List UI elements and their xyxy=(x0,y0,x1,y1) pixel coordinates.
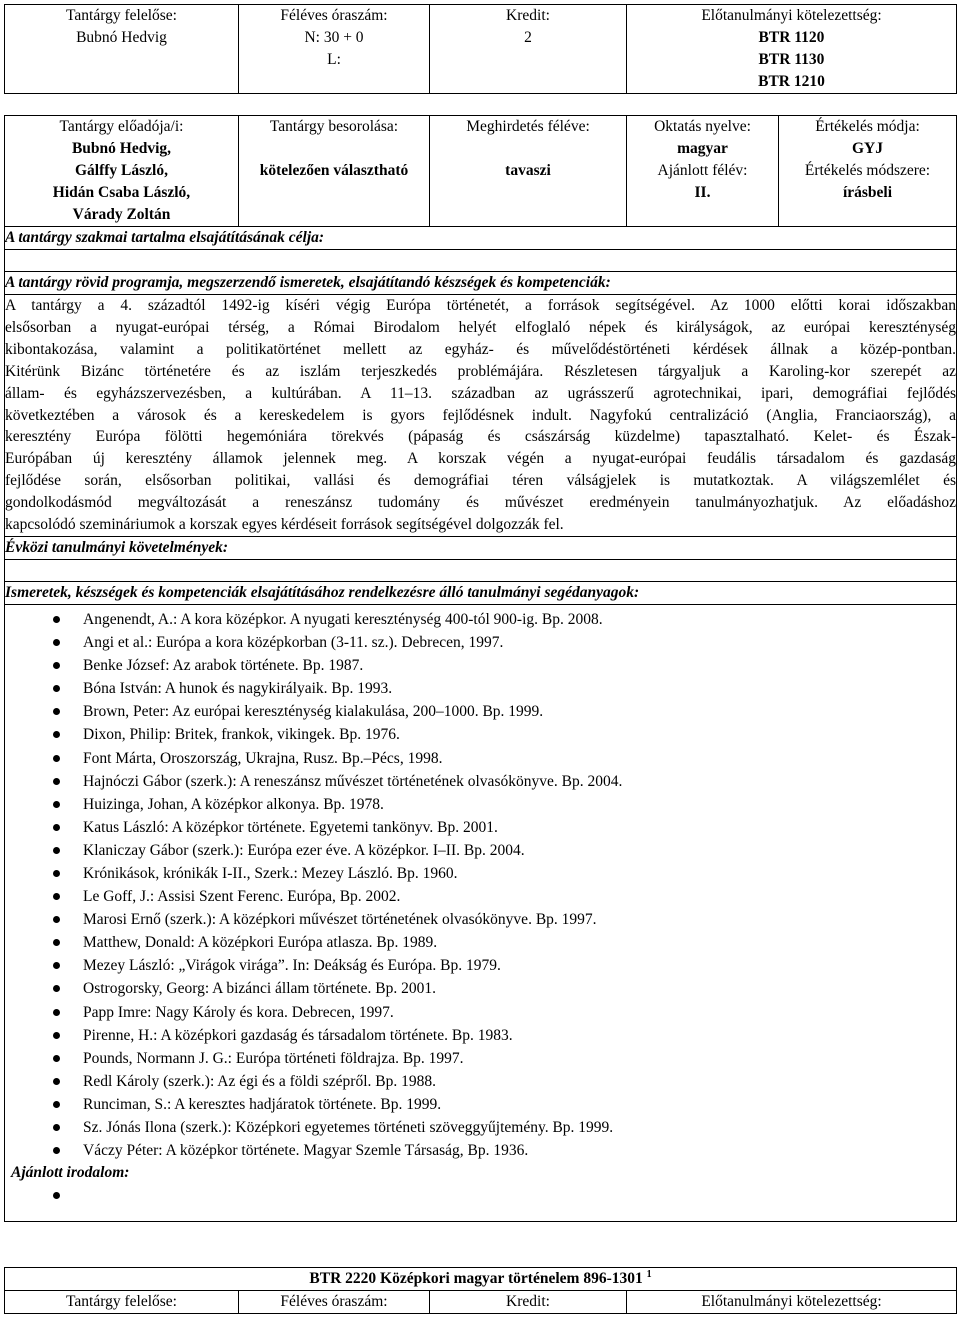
cel-content-empty xyxy=(5,250,957,272)
course-header-table xyxy=(4,4,957,94)
elotan-value: BTR 1210 xyxy=(758,73,825,90)
segedanyag-label: Ismeretek, készségek és kompetenciák elsajátításához rendelkezésre álló tanulmányi segédanyagok: xyxy=(5,581,957,604)
elotan-value: BTR 1120 xyxy=(758,29,825,46)
program-line: kapcsolódó szemináriumok a korszak egyes kérdéseit források segítségével dolgozzák fel. xyxy=(5,516,564,534)
elotan-cell xyxy=(627,5,957,94)
literature-item: Dixon, Philip: Britek, frankok, vikingek. Bp. 1976. xyxy=(83,723,956,746)
kredit-cell xyxy=(430,5,627,94)
oraszam-cell xyxy=(239,5,430,94)
ajanlott-irodalom-list xyxy=(5,1184,956,1221)
literature-item: Ostrogorsky, Georg: A bizánci állam története. Bp. 2001. xyxy=(83,977,956,1000)
literature-item-empty xyxy=(83,1184,956,1207)
literature-item: Huizinga, Johan, A középkor alkonya. Bp. 1978. xyxy=(83,793,956,816)
literature-item: Katus László: A középkor története. Egyetemi tankönyv. Bp. 2001. xyxy=(83,816,956,839)
eloado-cell xyxy=(5,116,239,227)
literature-item: Benke József: Az arabok története. Bp. 1987. xyxy=(83,654,956,677)
evkozi-label: Évközi tanulmányi követelmények: xyxy=(5,536,957,559)
eloado-label: Tantárgy előadója/i: xyxy=(59,118,184,135)
program-line: Kitérünk Bizánc történetére és az iszlám terjeszkedés problémájára. Részletesen tárgyaljuk a Karoling-kor szerepét az xyxy=(5,362,956,380)
ertekeles-cell xyxy=(779,116,957,227)
felelos-label: Tantárgy felelőse: xyxy=(66,7,177,24)
literature-item: Runciman, S.: A keresztes hadjáratok története. Bp. 1999. xyxy=(83,1093,956,1116)
nyelv-value: magyar xyxy=(677,140,728,157)
literature-cell xyxy=(5,604,957,1221)
eloado-name: Bubnó Hedvig, xyxy=(71,140,172,157)
next-felelos-label: Tantárgy felelőse: xyxy=(5,1291,239,1314)
nyelv-cell xyxy=(627,116,779,227)
program-line: állam- és egyházszervezésben, a kultúrában. A 11–13. században az ugrásszerű agrotechnikai, ipari, demográfiai fejlődés xyxy=(5,384,956,402)
besorolas-cell xyxy=(239,116,430,227)
literature-item: Font Márta, Oroszország, Ukrajna, Rusz. Bp.–Pécs, 1998. xyxy=(83,747,956,770)
literature-item: Klaniczay Gábor (szerk.): Európa ezer éve. A középkor. I–II. Bp. 2004. xyxy=(83,839,956,862)
kredit-value: 2 xyxy=(524,29,532,46)
literature-item: Marosi Ernő (szerk.): A középkori művészet történetének olvasókönyve. Bp. 1997. xyxy=(83,908,956,931)
modszer-label: Értékelés módszere: xyxy=(804,162,931,179)
cel-label: A tantárgy szakmai tartalma elsajátításának célja: xyxy=(5,227,957,250)
program-line: fejlődése során, elsősorban politikai, vallási és demográfiai téren válságjelek is mutatkoztak. A világszemlélet és xyxy=(5,472,956,490)
program-label: A tantárgy rövid programja, megszerzendő ismeretek, elsajátítandó készségek és kompetenciák: xyxy=(5,272,957,295)
oraszam-value-2: L: xyxy=(327,51,341,68)
program-line: gondolkodásmód megváltozását a reneszánsz tudomány és művészet eredményein tanulmányozhatjuk. Az előadáshoz xyxy=(5,494,956,512)
literature-item: Le Goff, J.: Assisi Szent Ferenc. Európa, Bp. 2002. xyxy=(83,885,956,908)
footnote-marker: 1 xyxy=(646,1269,652,1280)
literature-item: Brown, Peter: Az európai kereszténység kialakulása, 200–1000. Bp. 1999. xyxy=(83,700,956,723)
literature-item: Pounds, Normann J. G.: Európa történeti földrajza. Bp. 1997. xyxy=(83,1047,956,1070)
program-line: elsősorban a nyugat-európai térség, a Római Birodalom helyét elfoglaló népek és királyságok, az európai kereszténység xyxy=(5,318,956,336)
eloado-name: Gálffy László, xyxy=(75,162,168,179)
besorolas-value: kötelezően választható xyxy=(259,162,409,179)
oraszam-value: N: 30 + 0 xyxy=(304,29,364,46)
literature-item: Mezey László: „Virágok virága”. In: Deákság és Európa. Bp. 1979. xyxy=(83,954,956,977)
eloado-name: Hidán Csaba László, xyxy=(52,184,191,201)
literature-item: Hajnóczi Gábor (szerk.): A reneszánsz művészet történetének olvasókönyve. Bp. 2004. xyxy=(83,770,956,793)
program-text xyxy=(5,295,957,537)
evkozi-content-empty xyxy=(5,559,957,581)
literature-list xyxy=(5,608,956,1162)
literature-item: Matthew, Donald: A középkori Európa atlasza. Bp. 1989. xyxy=(83,931,956,954)
meghirdetes-label: Meghirdetés féléve: xyxy=(466,118,590,135)
kredit-label: Kredit: xyxy=(506,7,550,24)
oraszam-label: Féléves óraszám: xyxy=(280,7,388,24)
modszer-value: írásbeli xyxy=(842,184,893,201)
elotan-label: Előtanulmányi kötelezettség: xyxy=(701,7,882,24)
ertekeles-value: GYJ xyxy=(852,140,883,157)
ertekeles-label: Értékelés módja: xyxy=(815,118,920,135)
program-line: A tantárgy a 4. századtól 1492-ig kíséri végig Európa történetét, a források segítségével. Az 1000 előtti korai időszakban xyxy=(5,297,956,314)
nyelv-label: Oktatás nyelve: xyxy=(654,118,751,135)
felelos-value: Bubnó Hedvig xyxy=(76,29,167,46)
besorolas-label: Tantárgy besorolása: xyxy=(269,118,399,135)
literature-item: Sz. Jónás Ilona (szerk.): Középkori egyetemes történeti szöveggyűjtemény. Bp. 1999. xyxy=(83,1116,956,1139)
ajanlott-value: II. xyxy=(694,184,711,201)
meghirdetes-value: tavaszi xyxy=(505,162,551,179)
eloado-name: Várady Zoltán xyxy=(72,206,171,223)
next-course-title: BTR 2220 Középkori magyar történelem 896-1301 xyxy=(309,1270,643,1287)
program-line: Európában új keresztény államok jelennek meg. A korszak végén a nyugat-európai feudális társadalom és gazdaság xyxy=(5,450,956,468)
meghirdetes-cell xyxy=(430,116,627,227)
literature-item: Angi et al.: Európa a kora középkorban (3-11. sz.). Debrecen, 1997. xyxy=(83,631,956,654)
literature-item: Papp Imre: Nagy Károly és kora. Debrecen, 1997. xyxy=(83,1001,956,1024)
elotan-value: BTR 1130 xyxy=(758,51,825,68)
literature-item: Váczy Péter: A középkor története. Magyar Szemle Társaság, Bp. 1936. xyxy=(83,1139,956,1162)
literature-item: Pirenne, H.: A középkori gazdaság és társadalom története. Bp. 1983. xyxy=(83,1024,956,1047)
next-elotan-label: Előtanulmányi kötelezettség: xyxy=(627,1291,957,1314)
next-course-title-cell xyxy=(5,1268,957,1291)
program-line: következtében a városok és a kereskedelem is gyors fejlődésnek indult. Nagyfokú centralizáció (Anglia, Franciaország), a xyxy=(5,406,956,424)
ajanlott-irodalom-label: Ajánlott irodalom: xyxy=(11,1164,130,1182)
course-main-table xyxy=(4,115,957,1222)
felelos-cell xyxy=(5,5,239,94)
next-course-table xyxy=(4,1267,957,1314)
literature-item: Angenendt, A.: A kora középkor. A nyugati kereszténység 400-tól 900-ig. Bp. 2008. xyxy=(83,608,956,631)
next-oraszam-label: Féléves óraszám: xyxy=(239,1291,430,1314)
literature-item: Bóna István: A hunok és nagykirályaik. Bp. 1993. xyxy=(83,677,956,700)
program-line: kibontakozása, valamint a politikatörténet mellett az egyház- és művelődéstörténeti kérdések állnak a közép-pontban. xyxy=(5,340,956,358)
literature-item: Krónikások, krónikák I-II., Szerk.: Mezey László. Bp. 1960. xyxy=(83,862,956,885)
ajanlott-label: Ajánlott félév: xyxy=(657,162,748,179)
next-kredit-label: Kredit: xyxy=(430,1291,627,1314)
literature-item: Redl Károly (szerk.): Az égi és a földi szépről. Bp. 1988. xyxy=(83,1070,956,1093)
program-line: keresztény Európa fölötti hegemóniára törekvés (pápaság és császárság küzdelme) tapasztalható. Kelet- és Észak- xyxy=(5,428,956,446)
